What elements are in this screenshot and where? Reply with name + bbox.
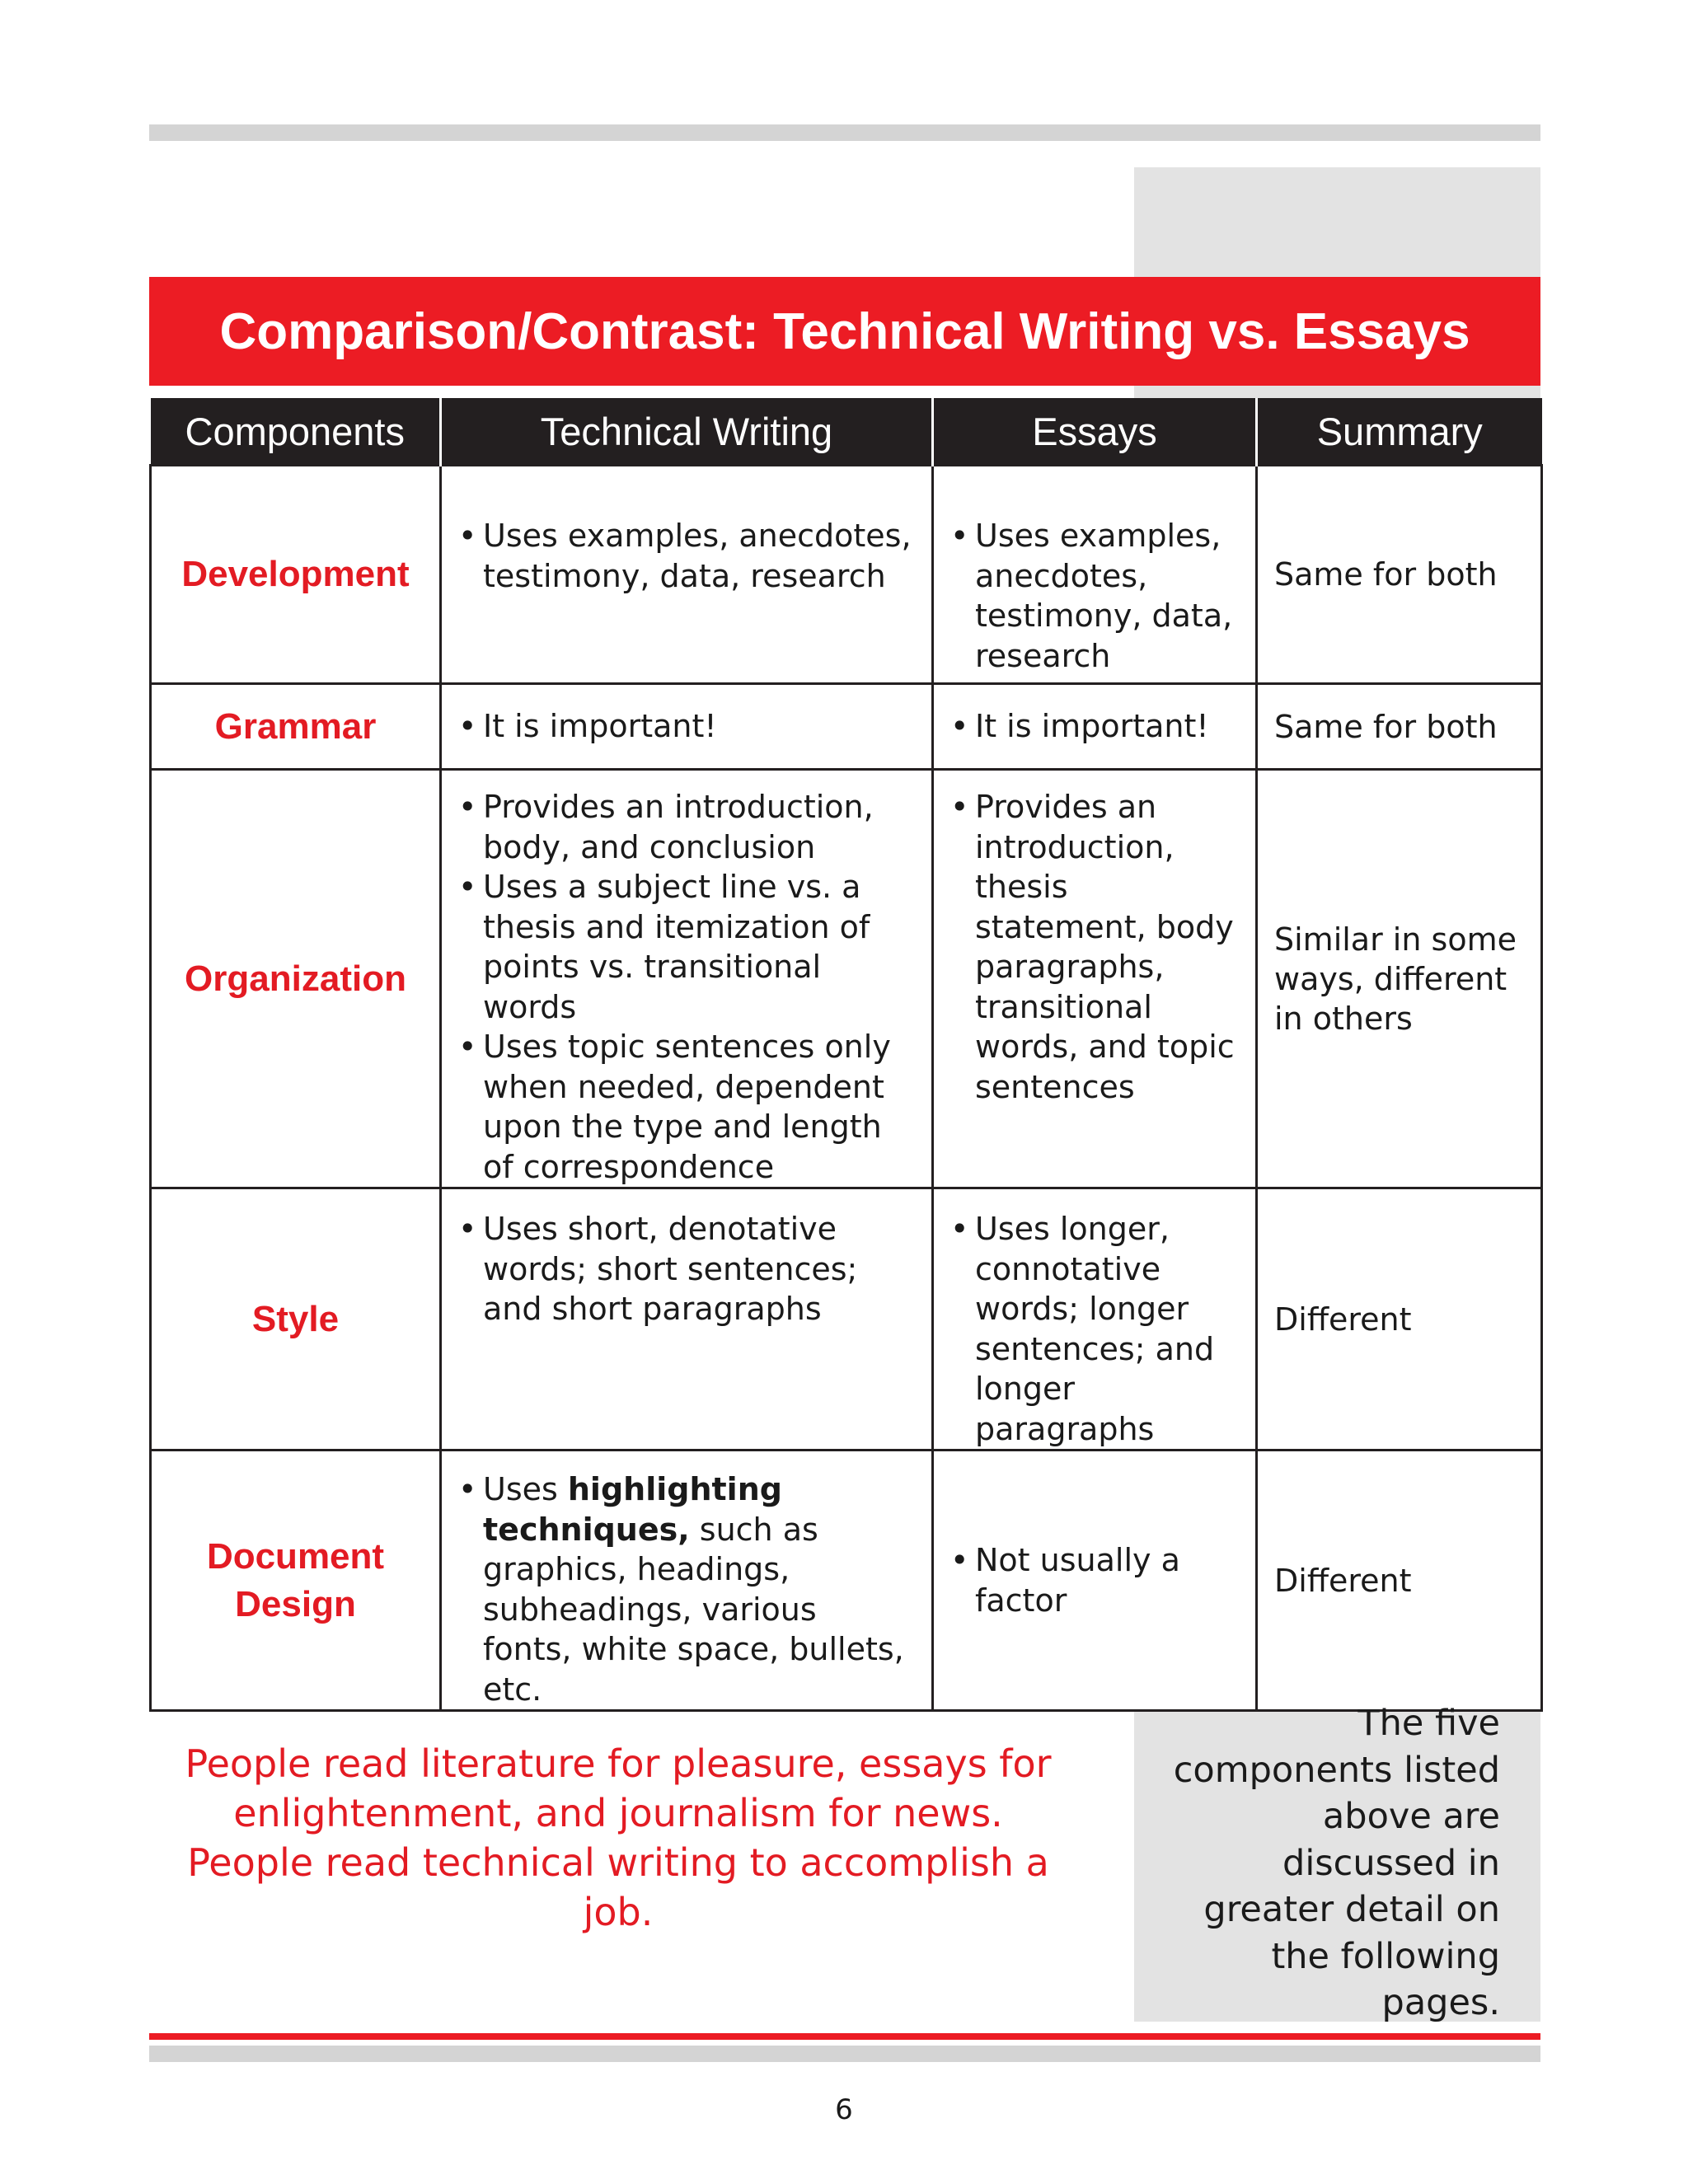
header-components: Components <box>151 398 441 466</box>
component-label: Document <box>206 1535 385 1577</box>
component-cell <box>151 770 441 1188</box>
list-item: • Uses short, denotative words; short sentences; and short paragraphs <box>483 1209 915 1329</box>
component-label: Style <box>251 1298 340 1339</box>
list-item: • Uses a subject line vs. a thesis and itemization of points vs. transitional words <box>483 867 915 1027</box>
highlight-text: highlighting techniques, <box>483 1471 782 1548</box>
summary-cell <box>1257 684 1542 770</box>
table-header-row <box>151 398 1542 466</box>
technical-cell <box>441 1188 933 1451</box>
summary-text: Same for both <box>1274 556 1498 593</box>
table-row <box>151 466 1542 684</box>
list-item: • Uses examples, anecdotes, testimony, data, research <box>975 516 1239 676</box>
component-cell <box>151 684 441 770</box>
technical-cell <box>441 770 933 1188</box>
comparison-table <box>149 398 1543 1712</box>
list-item: • Provides an introduction, body, and conclusion <box>483 787 915 867</box>
table-row <box>151 684 1542 770</box>
bullet-text: Uses <box>483 1471 568 1507</box>
essays-cell <box>933 1188 1257 1451</box>
page-number: 6 <box>835 2093 853 2126</box>
summary-text: Similar in some ways, different in others <box>1274 921 1517 1037</box>
list-item: • Not usually a factor <box>975 1540 1239 1620</box>
technical-cell <box>441 1451 933 1711</box>
summary-text: Different <box>1274 1301 1412 1338</box>
sidebar-note: The five components listed above are discussed in greater detail on the following pages. <box>1173 1703 1500 2023</box>
pull-quote: People read literature for pleasure, essays for enlightenment, and journalism for news. People read technical writing to accomplish a job. <box>185 1741 1052 1934</box>
component-label: Grammar <box>214 705 377 747</box>
summary-cell <box>1257 1451 1542 1711</box>
page-title: Comparison/Contrast: Technical Writing vs. Essays <box>219 302 1470 360</box>
list-item: • It is important! <box>483 706 915 747</box>
component-cell <box>151 466 441 684</box>
top-rule <box>149 124 1540 141</box>
technical-cell <box>441 684 933 770</box>
summary-cell <box>1257 1188 1542 1451</box>
essays-cell <box>933 466 1257 684</box>
summary-text: Different <box>1274 1562 1412 1599</box>
red-footer-rule <box>149 2033 1540 2040</box>
table-row <box>151 1451 1542 1711</box>
list-item <box>483 1469 915 1709</box>
component-label: Design <box>235 1583 356 1624</box>
component-cell <box>151 1188 441 1451</box>
component-cell <box>151 1451 441 1711</box>
table-row <box>151 770 1542 1188</box>
list-item: • Uses topic sentences only when needed, dependent upon the type and length of correspondence <box>483 1027 915 1187</box>
header-essays: Essays <box>933 398 1257 466</box>
essays-cell <box>933 770 1257 1188</box>
list-item: • Uses examples, anecdotes, testimony, data, research <box>483 516 915 596</box>
title-banner <box>149 277 1540 386</box>
header-technical-writing: Technical Writing <box>441 398 933 466</box>
list-item: • It is important! <box>975 706 1239 747</box>
table-row <box>151 1188 1542 1451</box>
technical-cell <box>441 466 933 684</box>
header-summary: Summary <box>1257 398 1542 466</box>
essays-cell <box>933 684 1257 770</box>
component-label: Organization <box>185 958 406 999</box>
component-label: Development <box>181 554 410 594</box>
essays-cell <box>933 1451 1257 1711</box>
summary-cell <box>1257 770 1542 1188</box>
list-item: • Uses longer, connotative words; longer sentences; and longer paragraphs <box>975 1209 1239 1449</box>
summary-cell <box>1257 466 1542 684</box>
bullet-text: such as graphics, headings, subheadings, various fonts, white space, bullets, etc. <box>483 1511 904 1708</box>
list-item: • Provides an introduction, thesis statement, body paragraphs, transitional words, and topic sentences <box>975 787 1239 1107</box>
grey-footer-rule <box>149 2046 1540 2062</box>
summary-text: Same for both <box>1274 708 1498 745</box>
